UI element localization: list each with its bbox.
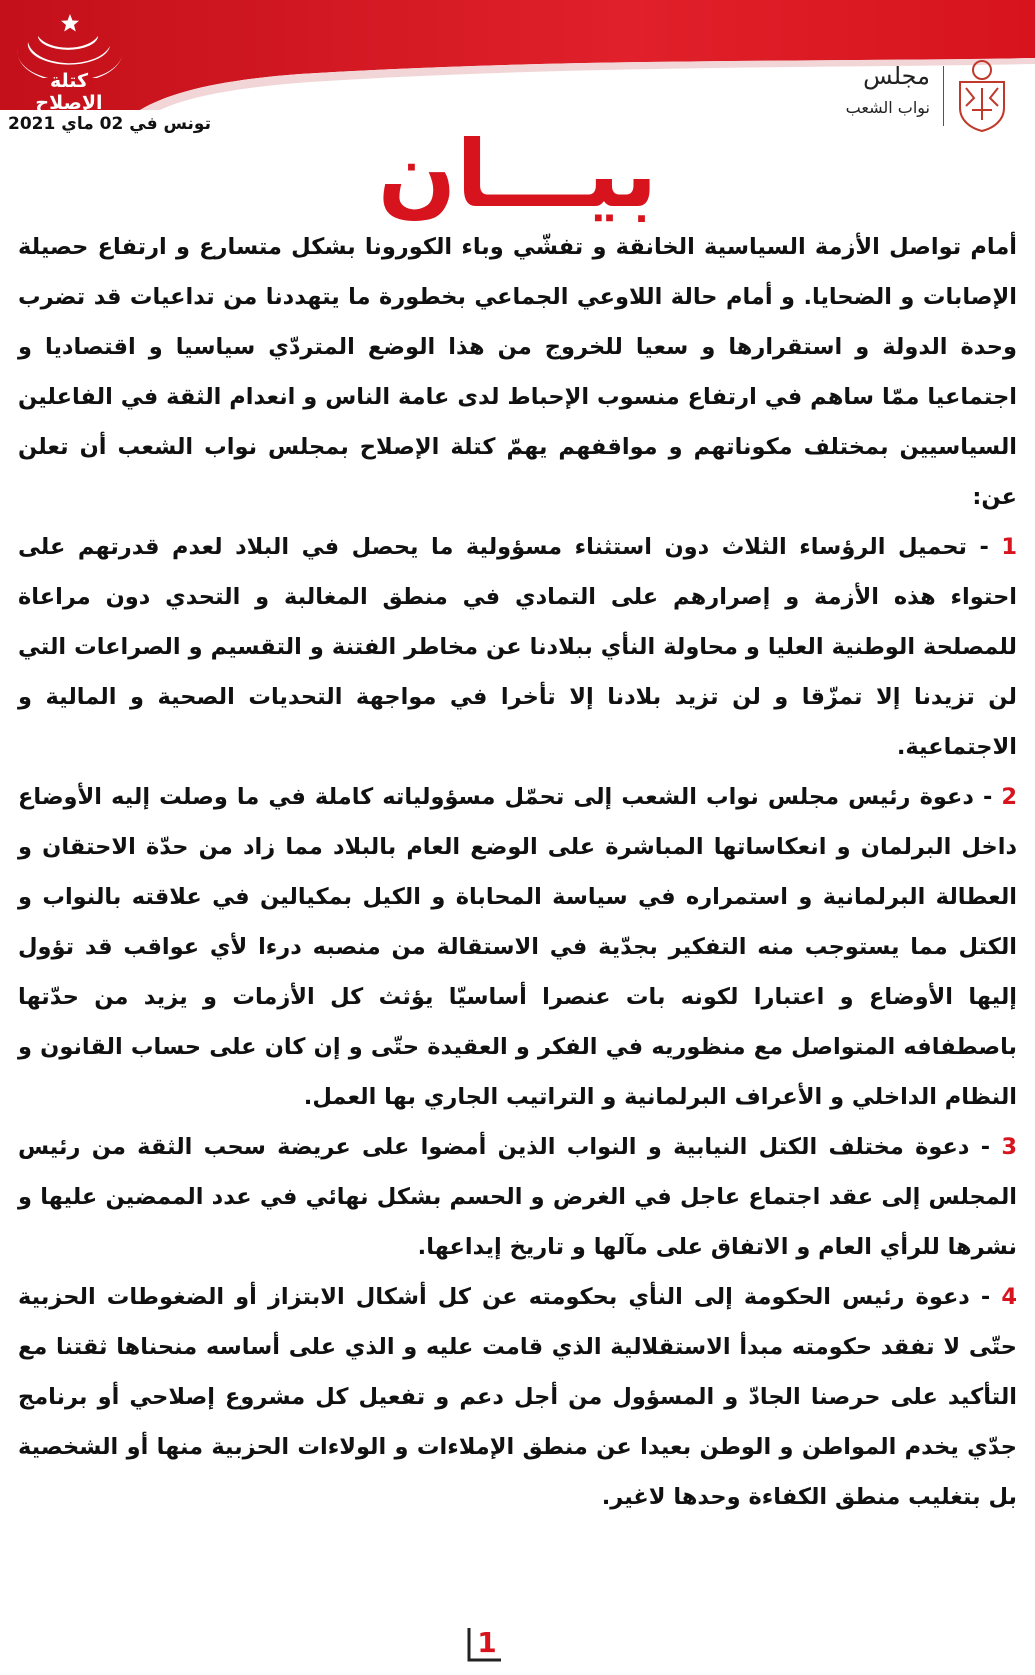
- statement-item-4: [18, 1272, 1017, 1522]
- statement-item-3: [18, 1122, 1017, 1272]
- item-number: 1: [1001, 534, 1017, 560]
- intro-paragraph: أمام تواصل الأزمة السياسية الخانقة و تفشّي وباء الكورونا بشكل متسارع و ارتفاع حصيلة الإصابات و الضحايا. و أمام حالة اللاوعي الجماعي بخطورة ما يتهددنا من تداعيات قد تضرب وحدة الدولة و استقرارها و سعيا للخروج من هذا الوضع المتردّي سياسيا و اقتصاديا و اجتماعيا ممّا ساهم في ارتفاع منسوب الإحباط لدى عامة الناس و انعدام الثقة في الفاعلين السياسيين بمختلف مكوناتهم و مواقفهم يهمّ كتلة الإصلاح بمجلس نواب الشعب أن تعلن عن:: [18, 234, 1017, 510]
- item-number: 3: [1001, 1134, 1017, 1160]
- parliament-name: مجلس: [863, 62, 930, 90]
- item-text: - دعوة مختلف الكتل النيابية و النواب الذين أمضوا على عريضة سحب الثقة من رئيس المجلس إلى عقد اجتماع عاجل في الغرض و الحسم بشكل نهائي في عدد الممضين عليها و نشرها للرأي العام و الاتفاق على مآلها و تاريخ إيداعها.: [18, 1134, 1017, 1260]
- parliament-emblem-icon: [954, 58, 1010, 132]
- item-text: - دعوة رئيس مجلس نواب الشعب إلى تحمّل مسؤولياته كاملة في ما وصلت إليه الأوضاع داخل البرلمان و انعكاساتها المباشرة على الوضع العام بالبلاد مما زاد من حدّة الاحتقان و العطالة البرلمانية و استمراره في سياسة المحاباة و الكيل بمكيالين في علاقته بالنواب و الكتل مما يستوجب منه التفكير بجدّية في الاستقالة من منصبه درءا لأي عواقب قد تؤول إليها الأوضاع و اعتبارا لكونه بات عنصرا أساسيّا يؤثث كل الأزمات و يزيد من حدّتها باصطفافه المتواصل مع منظوريه في الفكر و العقيدة حتّى و إن كان على حساب القانون و النظام الداخلي و الأعراف البرلمانية و التراتيب الجاري بها العمل.: [18, 784, 1017, 1110]
- statement-date: تونس في 02 ماي 2021: [8, 114, 211, 134]
- parliament-divider: [943, 66, 944, 126]
- item-text: - دعوة رئيس الحكومة إلى النأي بحكومته عن كل أشكال الابتزاز أو الضغوطات الحزبية حتّى لا تفقد حكومته مبدأ الاستقلالية الذي قامت عليه و الذي على أساسه منحناها ثقتنا مع التأكيد على حرصنا الجادّ و المسؤول من أجل دعم و تفعيل كل مشروع إصلاحي أو برنامج جدّي يخدم المواطن و الوطن بعيدا عن منطق الإملاءات و الولاءات الحزبية منها أو الشخصية بل بتغليب منطق الكفاءة وحدها لاغير.: [18, 1284, 1017, 1510]
- page-number-digit: 1: [477, 1626, 497, 1659]
- statement-title: بيـــان: [377, 121, 658, 228]
- bloc-name: كتلة الإصلاح: [35, 70, 103, 114]
- page-number: [465, 1624, 505, 1664]
- item-number: 4: [1001, 1284, 1017, 1310]
- statement-item-2: [18, 772, 1017, 1122]
- item-number: 2: [1001, 784, 1017, 810]
- item-text: - تحميل الرؤساء الثلاث دون استثناء مسؤولية ما يحصل في البلاد لعدم قدرتهم على احتواء هذه الأزمة و إصرارهم على التمادي في منطق المغالبة و التحدي دون مراعاة للمصلحة الوطنية العليا و محاولة النأي ببلادنا عن مخاطر الفتنة و التقسيم و الصراعات التي لن تزيدنا إلا تمزّقا و لن تزيد بلادنا إلا تأخرا في مواجهة التحديات الصحية و المالية و الاجتماعية.: [18, 534, 1017, 760]
- parliament-subtitle: نواب الشعب: [845, 98, 930, 117]
- parliament-logo: [810, 58, 1010, 138]
- statement-body: [18, 222, 1017, 1522]
- statement-item-1: [18, 522, 1017, 772]
- crescent-star-icon: [10, 8, 130, 78]
